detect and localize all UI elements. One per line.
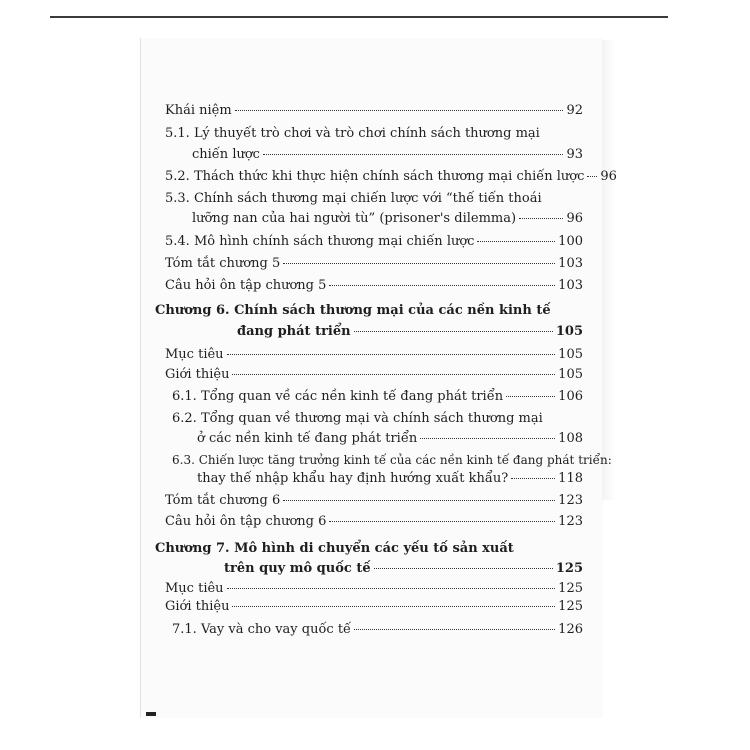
toc-entry-6-3-line1: 6.3. Chiến lược tăng trưởng kinh tế của các nền kinh tế đang phát triển: <box>172 453 612 467</box>
toc-entry-7-1: 7.1. Vay và cho vay quốc tế 126 <box>172 622 583 637</box>
toc-entry-muc-tieu-6: Mục tiêu 105 <box>165 347 583 362</box>
toc-entry-gioi-thieu-6: Giới thiệu 105 <box>165 367 583 382</box>
toc-entry-6-3: thay thế nhập khẩu hay định hướng xuất khẩu? 118 <box>197 471 583 486</box>
toc-entry-6-2: ở các nền kinh tế đang phát triển 108 <box>197 431 583 446</box>
toc-entry-5-3: lưỡng nan của hai người tù” (prisoner's dilemma) 96 <box>192 211 583 226</box>
toc-entry-khai-niem: Khái niệm 92 <box>165 103 583 118</box>
chapter-7-heading: Chương 7. Mô hình di chuyển các yếu tố sản xuất <box>155 541 514 556</box>
toc-entry-chuong-7: trên quy mô quốc tế 125 <box>224 561 583 576</box>
toc-entry-tom-tat-5: Tóm tắt chương 5 103 <box>165 256 583 271</box>
toc-entry-5-2: 5.2. Thách thức khi thực hiện chính sách thương mại chiến lược 96 <box>165 169 617 184</box>
toc-entry-5-4: 5.4. Mô hình chính sách thương mại chiến lược 100 <box>165 234 583 249</box>
toc-entry-gioi-thieu-7: Giới thiệu 125 <box>165 599 583 614</box>
toc-entry-5-1-line1: 5.1. Lý thuyết trò chơi và trò chơi chính sách thương mại <box>165 126 540 141</box>
toc-entry-6-2-line1: 6.2. Tổng quan về thương mại và chính sách thương mại <box>172 411 543 426</box>
toc-entry-cau-hoi-5: Câu hỏi ôn tập chương 5 103 <box>165 278 583 293</box>
toc-entry-muc-tieu-7: Mục tiêu 125 <box>165 581 583 596</box>
chapter-6-heading: Chương 6. Chính sách thương mại của các nền kinh tế <box>155 303 551 318</box>
toc-entry-6-1: 6.1. Tổng quan về các nền kinh tế đang phát triển 106 <box>172 389 583 404</box>
toc-entry-cau-hoi-6: Câu hỏi ôn tập chương 6 123 <box>165 514 583 529</box>
toc-entry-chuong-6: đang phát triển 105 <box>237 324 583 339</box>
toc-entry-5-1: chiến lược 93 <box>192 147 583 162</box>
toc-entry-tom-tat-6: Tóm tắt chương 6 123 <box>165 493 583 508</box>
toc-entry-5-3-line1: 5.3. Chính sách thương mại chiến lược với “thế tiến thoái <box>165 191 542 206</box>
